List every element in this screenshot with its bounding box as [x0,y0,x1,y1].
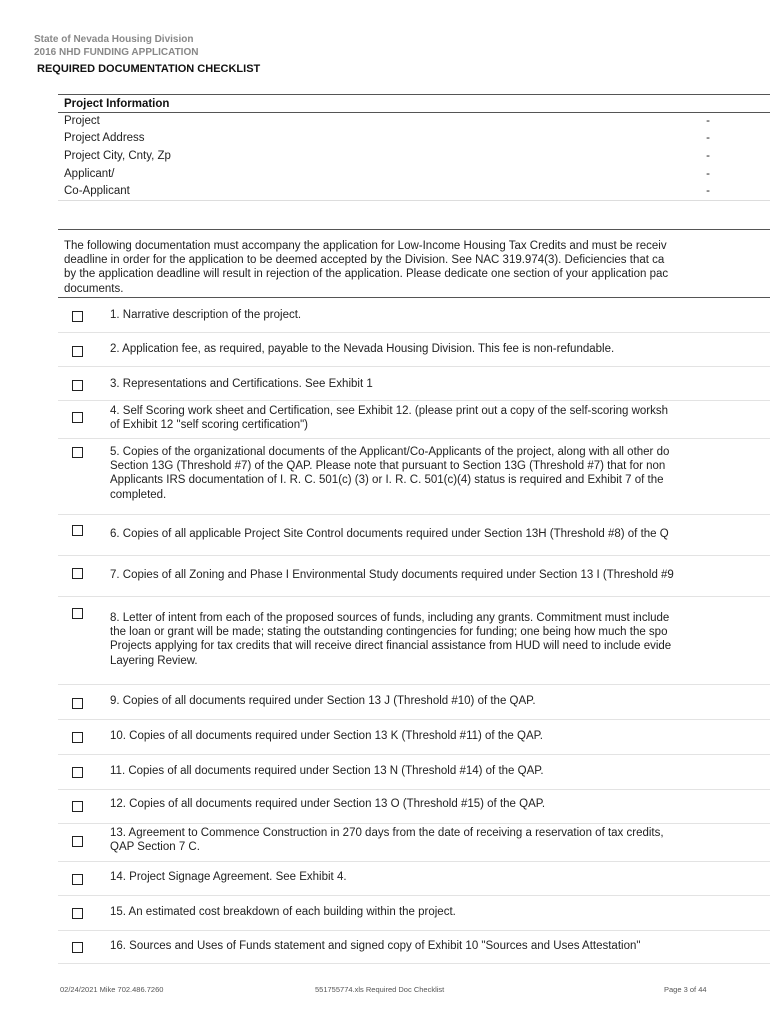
checkbox[interactable] [72,942,83,953]
checklist-item-1 [58,300,710,332]
checklist-item-12 [58,790,710,823]
intro-paragraph [64,239,710,297]
intro-line: documents. [64,282,124,295]
project-info-label: Co-Applicant [64,185,130,197]
item-text: 9. Copies of all documents required under Section 13 J (Threshold #10) of the QAP. [110,695,536,707]
checkbox[interactable] [72,447,83,458]
item-text: 4. Self Scoring work sheet and Certification, see Exhibit 12. (please print out a copy of the self-scoring worksh of Exhibit 12 "self scoring certification") [110,405,669,432]
project-info-row-city [64,150,710,167]
checklist-item-8 [58,597,710,684]
checkbox[interactable] [72,801,83,812]
project-info-header-rule [58,112,770,113]
checklist-item-13 [58,824,710,861]
application-name: 2016 NHD FUNDING APPLICATION [34,47,199,58]
intro-line: The following documentation must accompany the application for Low-Income Housing Tax Credits and must be receiv [64,240,667,252]
checkbox[interactable] [72,311,83,322]
project-info-label: Applicant/ [64,168,115,180]
checkbox[interactable] [72,836,83,847]
checkbox[interactable] [72,767,83,778]
project-info-value: - [706,150,710,162]
checklist-item-2 [58,333,710,366]
checklist-item-7 [58,556,710,596]
item-text: 12. Copies of all documents required under Section 13 O (Threshold #15) of the QAP. [110,798,546,810]
project-info-label: Project [64,115,100,127]
checklist-item-4 [58,401,710,438]
checklist-item-14 [58,862,710,895]
footer-date-contact: 02/24/2021 Mike 702.486.7260 [60,985,164,994]
item-text: 3. Representations and Certifications. See Exhibit 1 [110,378,373,390]
checklist-item-11 [58,755,710,789]
checklist-item-10 [58,720,710,754]
item-text: 2. Application fee, as required, payable to the Nevada Housing Division. This fee is non-refundable. [110,343,615,355]
checkbox[interactable] [72,732,83,743]
project-info-top-rule [58,94,770,95]
footer-file-name: 551755774.xls Required Doc Checklist [315,985,445,994]
item-text: 16. Sources and Uses of Funds statement and signed copy of Exhibit 10 "Sources and Uses Attestation" [110,940,641,952]
project-info-value: - [706,185,710,197]
checkbox[interactable] [72,412,83,423]
item-text: 6. Copies of all applicable Project Site Control documents required under Section 13H (Threshold #8) of the Q [110,528,669,540]
project-info-value: - [706,132,710,144]
item-text: 13. Agreement to Commence Construction in 270 days from the date of receiving a reservation of tax credits, QAP Section 7 C. [110,827,664,854]
item-text: 1. Narrative description of the project. [110,309,302,321]
project-info-value: - [706,168,710,180]
project-info-row-project [64,115,710,132]
intro-line: by the application deadline will result in rejection of the application. Please dedicate one section of your application pac [64,268,669,281]
checklist-item-16 [58,931,710,963]
project-info-bottom-rule [58,229,770,230]
checkbox[interactable] [72,525,83,536]
checkbox[interactable] [72,346,83,357]
checklist-item-6 [58,515,710,555]
agency-name: State of Nevada Housing Division [34,34,194,45]
checklist-item-15 [58,896,710,930]
checkbox[interactable] [72,698,83,709]
item-text: 5. Copies of the organizational documents of the Applicant/Co-Applicants of the project, along with all other do Section 13G (Threshold #7) of the QAP. Please note that pursuant to Section 13G (Threshold #7) that for non Applicants IRS documentation of I. R. C. 501(c) (3) or I. R. C. 501(c)(4) status is required and Exhibit 7 of the completed. [110,446,670,501]
item-text: 14. Project Signage Agreement. See Exhibit 4. [110,871,347,883]
project-info-light-rule [58,200,770,201]
item-separator [58,963,770,964]
project-info-row-applicant [64,168,710,185]
checkbox[interactable] [72,908,83,919]
checkbox[interactable] [72,568,83,579]
project-info-heading: Project Information [64,98,170,110]
footer-page-number: Page 3 of 44 [664,985,707,994]
checklist-item-3 [58,367,710,400]
intro-line: deadline in order for the application to be deemed accepted by the Division. See NAC 319.974(3). Deficiencies that ca [64,254,665,267]
page-title: REQUIRED DOCUMENTATION CHECKLIST [37,63,261,75]
checklist-item-5 [58,439,710,508]
item-text: 15. An estimated cost breakdown of each building within the project. [110,906,456,918]
item-text: 11. Copies of all documents required under Section 13 N (Threshold #14) of the QAP. [110,765,544,777]
project-info-label: Project City, Cnty, Zp [64,150,171,162]
project-info-label: Project Address [64,132,145,144]
item-text: 10. Copies of all documents required under Section 13 K (Threshold #11) of the QAP. [110,730,543,742]
item-text: 8. Letter of intent from each of the proposed sources of funds, including any grants. Commitment must include the loan or grant will be made; stating the outstanding contingencies for funding; one being how much the spo Projects applying for tax credits that will receive direct financial assistance from HUD will need to include evide Layering Review. [110,612,672,667]
checklist-item-9 [58,685,710,719]
checkbox[interactable] [72,380,83,391]
checkbox[interactable] [72,608,83,619]
checkbox[interactable] [72,874,83,885]
intro-bottom-rule [58,297,770,298]
project-info-row-address [64,132,710,149]
item-text: 7. Copies of all Zoning and Phase I Environmental Study documents required under Section 13 I (Threshold #9 [110,569,674,581]
project-info-value: - [706,115,710,127]
